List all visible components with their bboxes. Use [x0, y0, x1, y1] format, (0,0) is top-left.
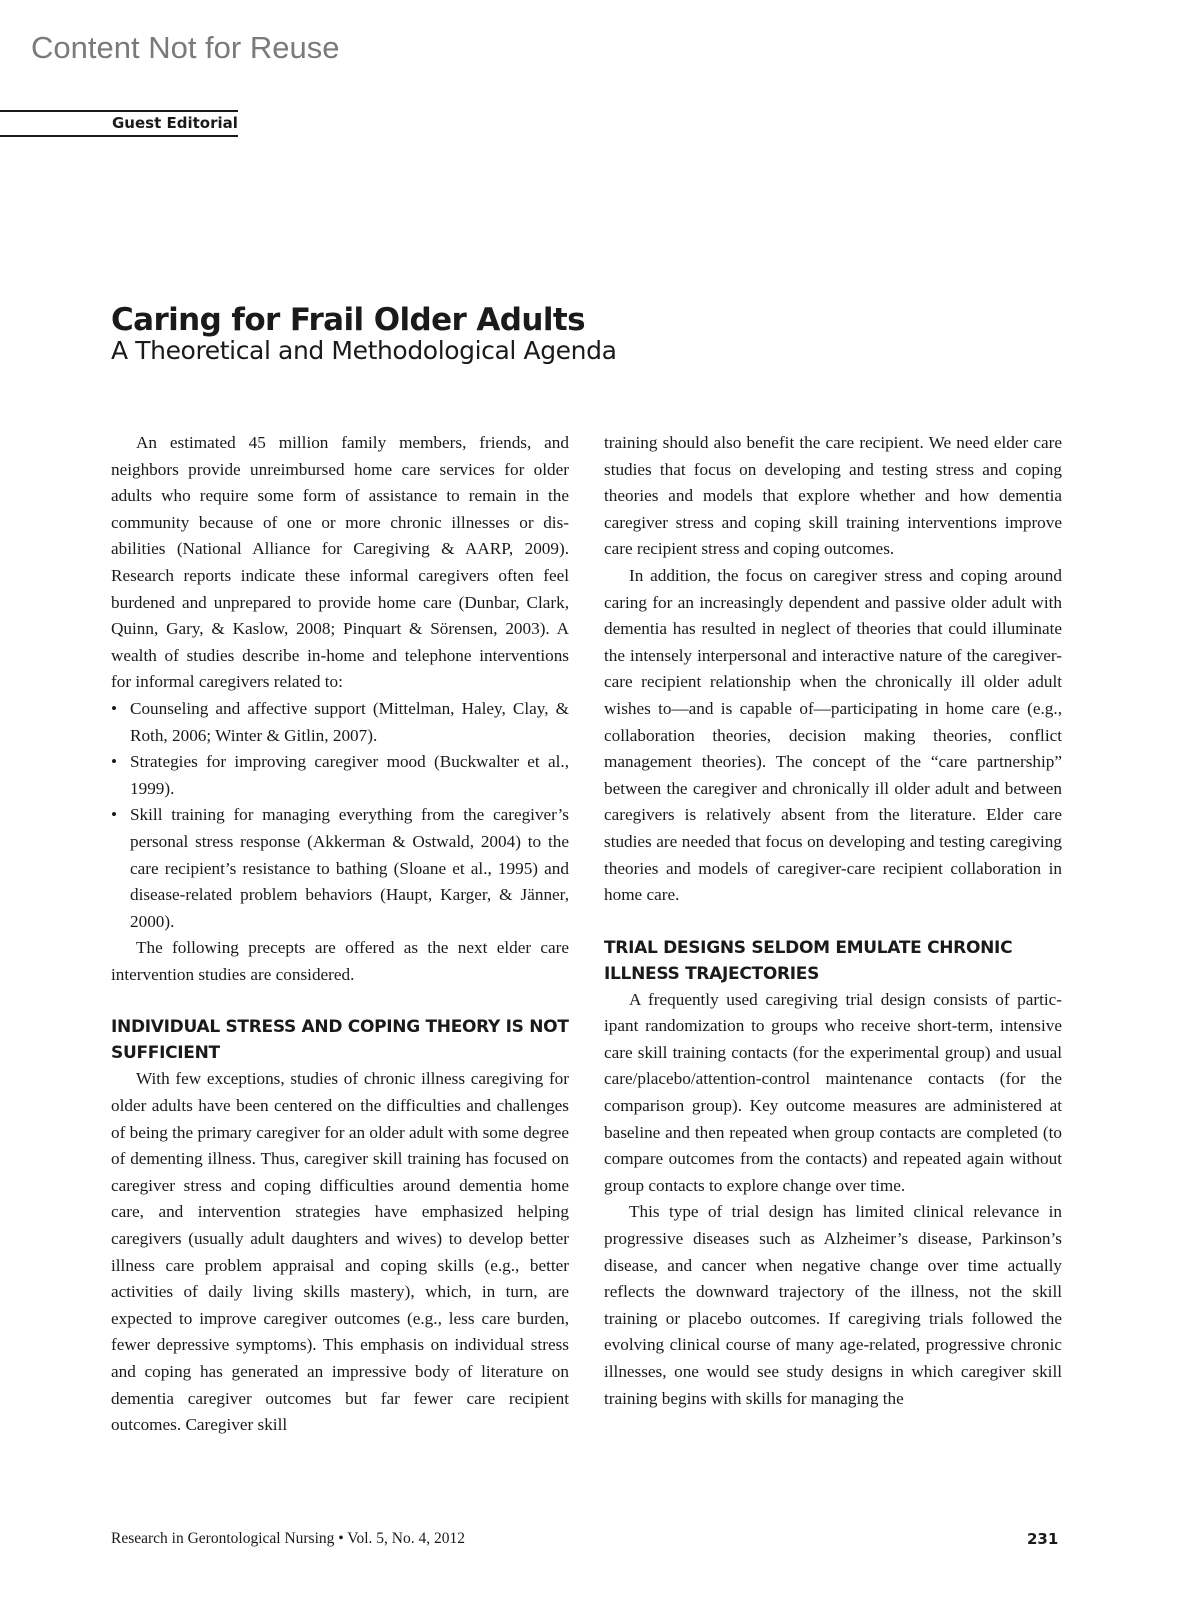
body-paragraph: A frequently used caregiving trial design consists of participant randomization to groups who receive short-term, intensive care skill training contacts (for the experimental group) and usual care/placebo/attention-control maintenance contacts (for the comparison group). Key outcome measures are administered at baseline and then repeated when group contacts are completed (to compare outcomes from the contacts) and repeated again without group contacts to explore change over time. [604, 989, 1062, 1195]
page-number: 231 [1027, 1530, 1059, 1548]
section-heading: TRIAL DESIGNS SELDOM EMULATE CHRONIC ILLNESS TRAJECTORIES [604, 937, 1013, 984]
header-rule-bottom [0, 135, 238, 137]
body-paragraph: This type of trial design has limited clinical relevance in progressive diseases such as Alzheimer’s disease, Parkinson’s disease, and cancer when negative change over time actually reflects the downward trajectory of the illness, not the skill training or placebo outcomes. If caregiving trials followed the evolving clinical course of many age-related, progressive chronic illnesses, one would see study designs in which caregiver skill training begins with skills for managing the [604, 1202, 1062, 1408]
continuation-paragraph: training should also benefit the care recipient. We need elder care studies that focus on developing and testing stress and coping theories and models that explore whether and how dementia caregiver stress and coping skill training interventions improve care recipient stress and coping outcomes. [604, 433, 1062, 559]
left-column [111, 430, 569, 1439]
right-column [604, 430, 1062, 1412]
watermark-text: Content Not for Reuse [31, 30, 340, 65]
precepts-paragraph: The following precepts are offered as the next elder care intervention studies are considered. [111, 938, 569, 984]
section-heading: INDIVIDUAL STRESS AND COPING THEORY IS NOT SUFFICIENT [111, 1017, 569, 1064]
intervention-list [111, 696, 569, 935]
list-item: • Skill training for managing everything from the caregiver’s personal stress response (Akkerman & Ostwald, 2004) to the care recipient’s resistance to bathing (Sloane et al., 1995) and disease-related problem behaviors (Haupt, Karger, & Jänner, 2000). [130, 802, 569, 935]
section-label: Guest Editorial [112, 114, 238, 132]
body-paragraph: In addition, the focus on caregiver stress and coping around caring for an increasingly dependent and passive older adult with dementia has resulted in neglect of theories that could illuminate the intensely interpersonal and interactive nature of the caregiver-care recipient relationship when the chronically ill older adult wishes to—and is capable of—participating in home care (e.g., collaboration theories, decision making theories, conflict management theories). The concept of the “care partnership” between the caregiver and chronically ill older adult and between caregivers is relatively absent from the literature. Elder care studies are needed that focus on developing and testing caregiving theories and models of caregiver-care recipient collaboration in home care. [604, 565, 1062, 905]
footer-journal-citation: Research in Gerontological Nursing • Vol. 5, No. 4, 2012 [111, 1530, 465, 1547]
body-paragraph: With few exceptions, studies of chronic illness caregiving for older adults have been centered on the difficulties and challenges of being the primary caregiver for an older adult with some degree of dementing illness. Thus, caregiver skill training has focused on caregiver stress and coping difficulties around dementia home care, and intervention strategies have emphasized helping caregivers (usually adult daughters and wives) to develop better illness care problem appraisal and coping skills (e.g., better activities of daily living skills mastery), which, in turn, are expected to improve caregiver outcomes (e.g., less care burden, fewer depressive symptoms). This emphasis on individual stress and coping has generated an impressive body of literature on dementia caregiver outcomes but far fewer care recipient outcomes. Caregiver skill [111, 1069, 569, 1435]
article-subtitle: A Theoretical and Methodological Agenda [111, 336, 617, 365]
list-item: • Strategies for improving caregiver mood (Buckwalter et al., 1999). [130, 749, 569, 802]
article-title: Caring for Frail Older Adults [111, 301, 585, 338]
header-rule-top [0, 110, 238, 112]
intro-paragraph: An estimated 45 million family members, friends, and neighbors provide unreimbursed home care services for older adults who require some form of assistance to remain in the community because of one or more chronic illnesses or disabilities (National Alliance for Caregiving & AARP, 2009). Research reports indicate these informal caregivers often feel burdened and unprepared to provide home care (Dunbar, Clark, Quinn, Gary, & Kaslow, 2008; Pinquart & Sörensen, 2003). A wealth of studies describe in-home and telephone interventions for informal caregivers related to: [111, 433, 569, 692]
list-item: • Counseling and affective support (Mittelman, Haley, Clay, & Roth, 2006; Winter & Gitlin, 2007). [130, 696, 569, 749]
